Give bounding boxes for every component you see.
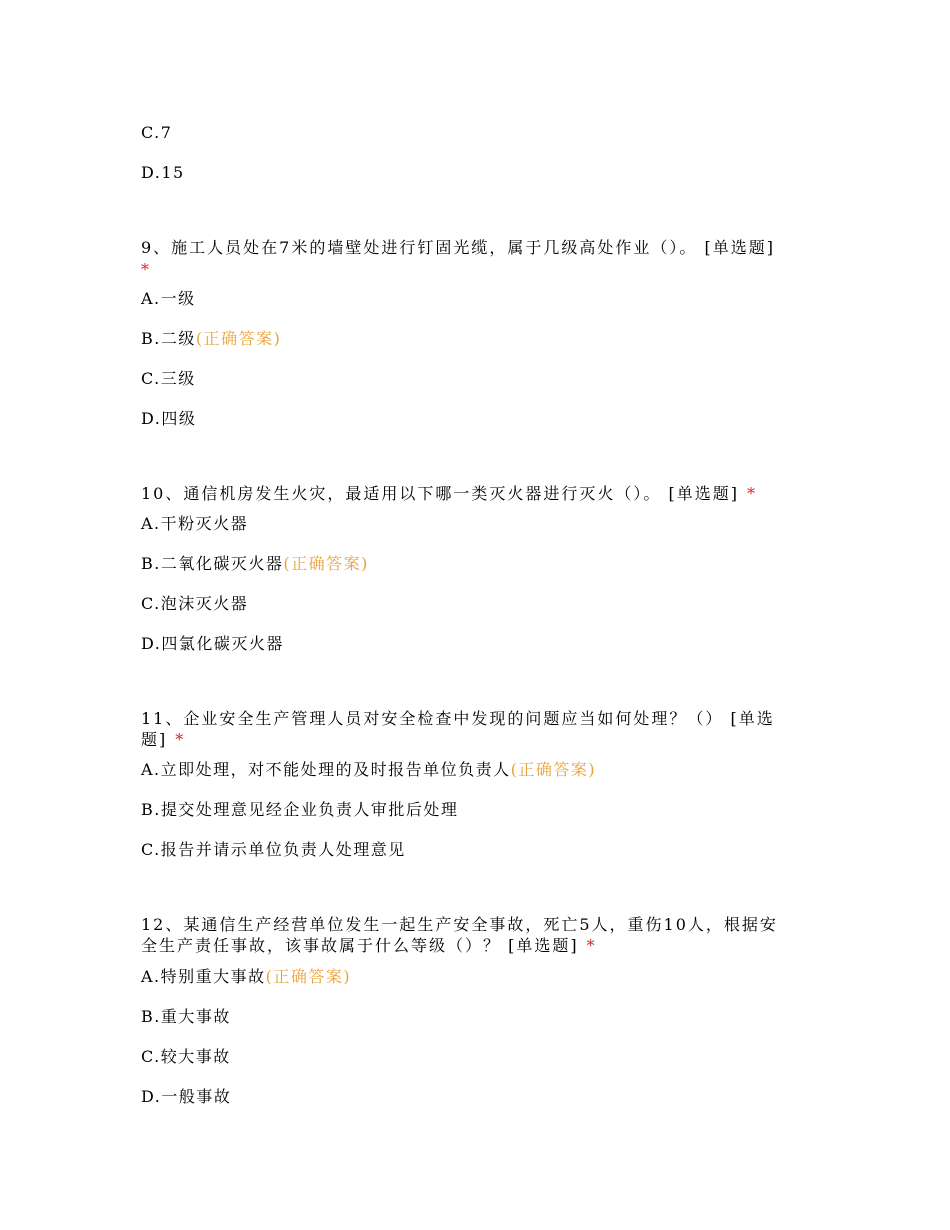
option-text: B.重大事故 [141,1007,231,1026]
option-prev-c[interactable] [141,122,172,144]
option-text: B.二级 [141,329,196,348]
required-mark: * [141,260,151,279]
option-10-a[interactable] [141,513,248,535]
required-mark: * [586,936,597,955]
correct-answer-badge: (正确答案) [265,967,352,986]
question-text: 11、企业安全生产管理人员对安全检查中发现的问题应当如何处理？（） [单选 [141,709,775,728]
option-text: C.三级 [141,369,196,388]
question-text: 全生产责任事故，该事故属于什么等级（）？ [单选题] [141,936,579,955]
correct-answer-badge: (正确答案) [195,329,282,348]
option-prev-d[interactable] [141,162,185,184]
option-text: B.二氧化碳灭火器 [141,554,284,573]
correct-answer-badge: (正确答案) [510,760,597,779]
question-9-required [141,259,151,281]
option-text: B.提交处理意见经企业负责人审批后处理 [141,800,459,819]
option-12-a[interactable] [141,966,351,988]
required-mark: * [746,484,757,503]
option-10-d[interactable] [141,633,284,655]
option-text: C.7 [141,123,173,142]
question-11-title-cont [141,729,185,751]
option-10-b[interactable] [141,553,369,575]
option-12-b[interactable] [141,1006,231,1028]
option-11-c[interactable] [141,839,406,861]
correct-answer-badge: (正确答案) [283,554,369,573]
option-text: C.泡沫灭火器 [141,594,249,613]
option-text: D.四氯化碳灭火器 [141,634,284,653]
option-9-a[interactable] [141,288,196,310]
option-text: D.一般事故 [141,1087,232,1106]
option-text: A.干粉灭火器 [141,514,249,533]
question-10-title [141,483,757,505]
option-10-c[interactable] [141,593,248,615]
option-text: A.一级 [141,289,196,308]
option-9-c[interactable] [141,368,196,390]
question-text: 12、某通信生产经营单位发生一起生产安全事故，死亡5人，重伤10人，根据安 [141,915,778,934]
option-text: C.报告并请示单位负责人处理意见 [141,840,406,859]
question-text: 题] [141,730,168,749]
question-text: 10、通信机房发生火灾，最适用以下哪一类灭火器进行灭火（）。 [单选题] [141,484,739,503]
question-12-title [141,914,778,936]
option-12-c[interactable] [141,1046,231,1068]
option-9-d[interactable] [141,408,196,430]
required-mark: * [175,730,186,749]
question-12-title-cont [141,935,597,957]
option-text: A.立即处理，对不能处理的及时报告单位负责人 [141,760,511,779]
option-12-d[interactable] [141,1086,231,1108]
option-text: D.15 [141,163,185,182]
option-11-a[interactable] [141,759,596,781]
question-9-title [141,237,775,259]
option-text: D.四级 [141,409,197,428]
option-11-b[interactable] [141,799,458,821]
option-9-b[interactable] [141,328,281,350]
option-text: A.特别重大事故 [141,967,266,986]
option-text: C.较大事故 [141,1047,231,1066]
question-11-title [141,708,775,730]
question-text: 9、施工人员处在7米的墙壁处进行钉固光缆，属于几级高处作业（）。 [单选题] [141,238,775,257]
